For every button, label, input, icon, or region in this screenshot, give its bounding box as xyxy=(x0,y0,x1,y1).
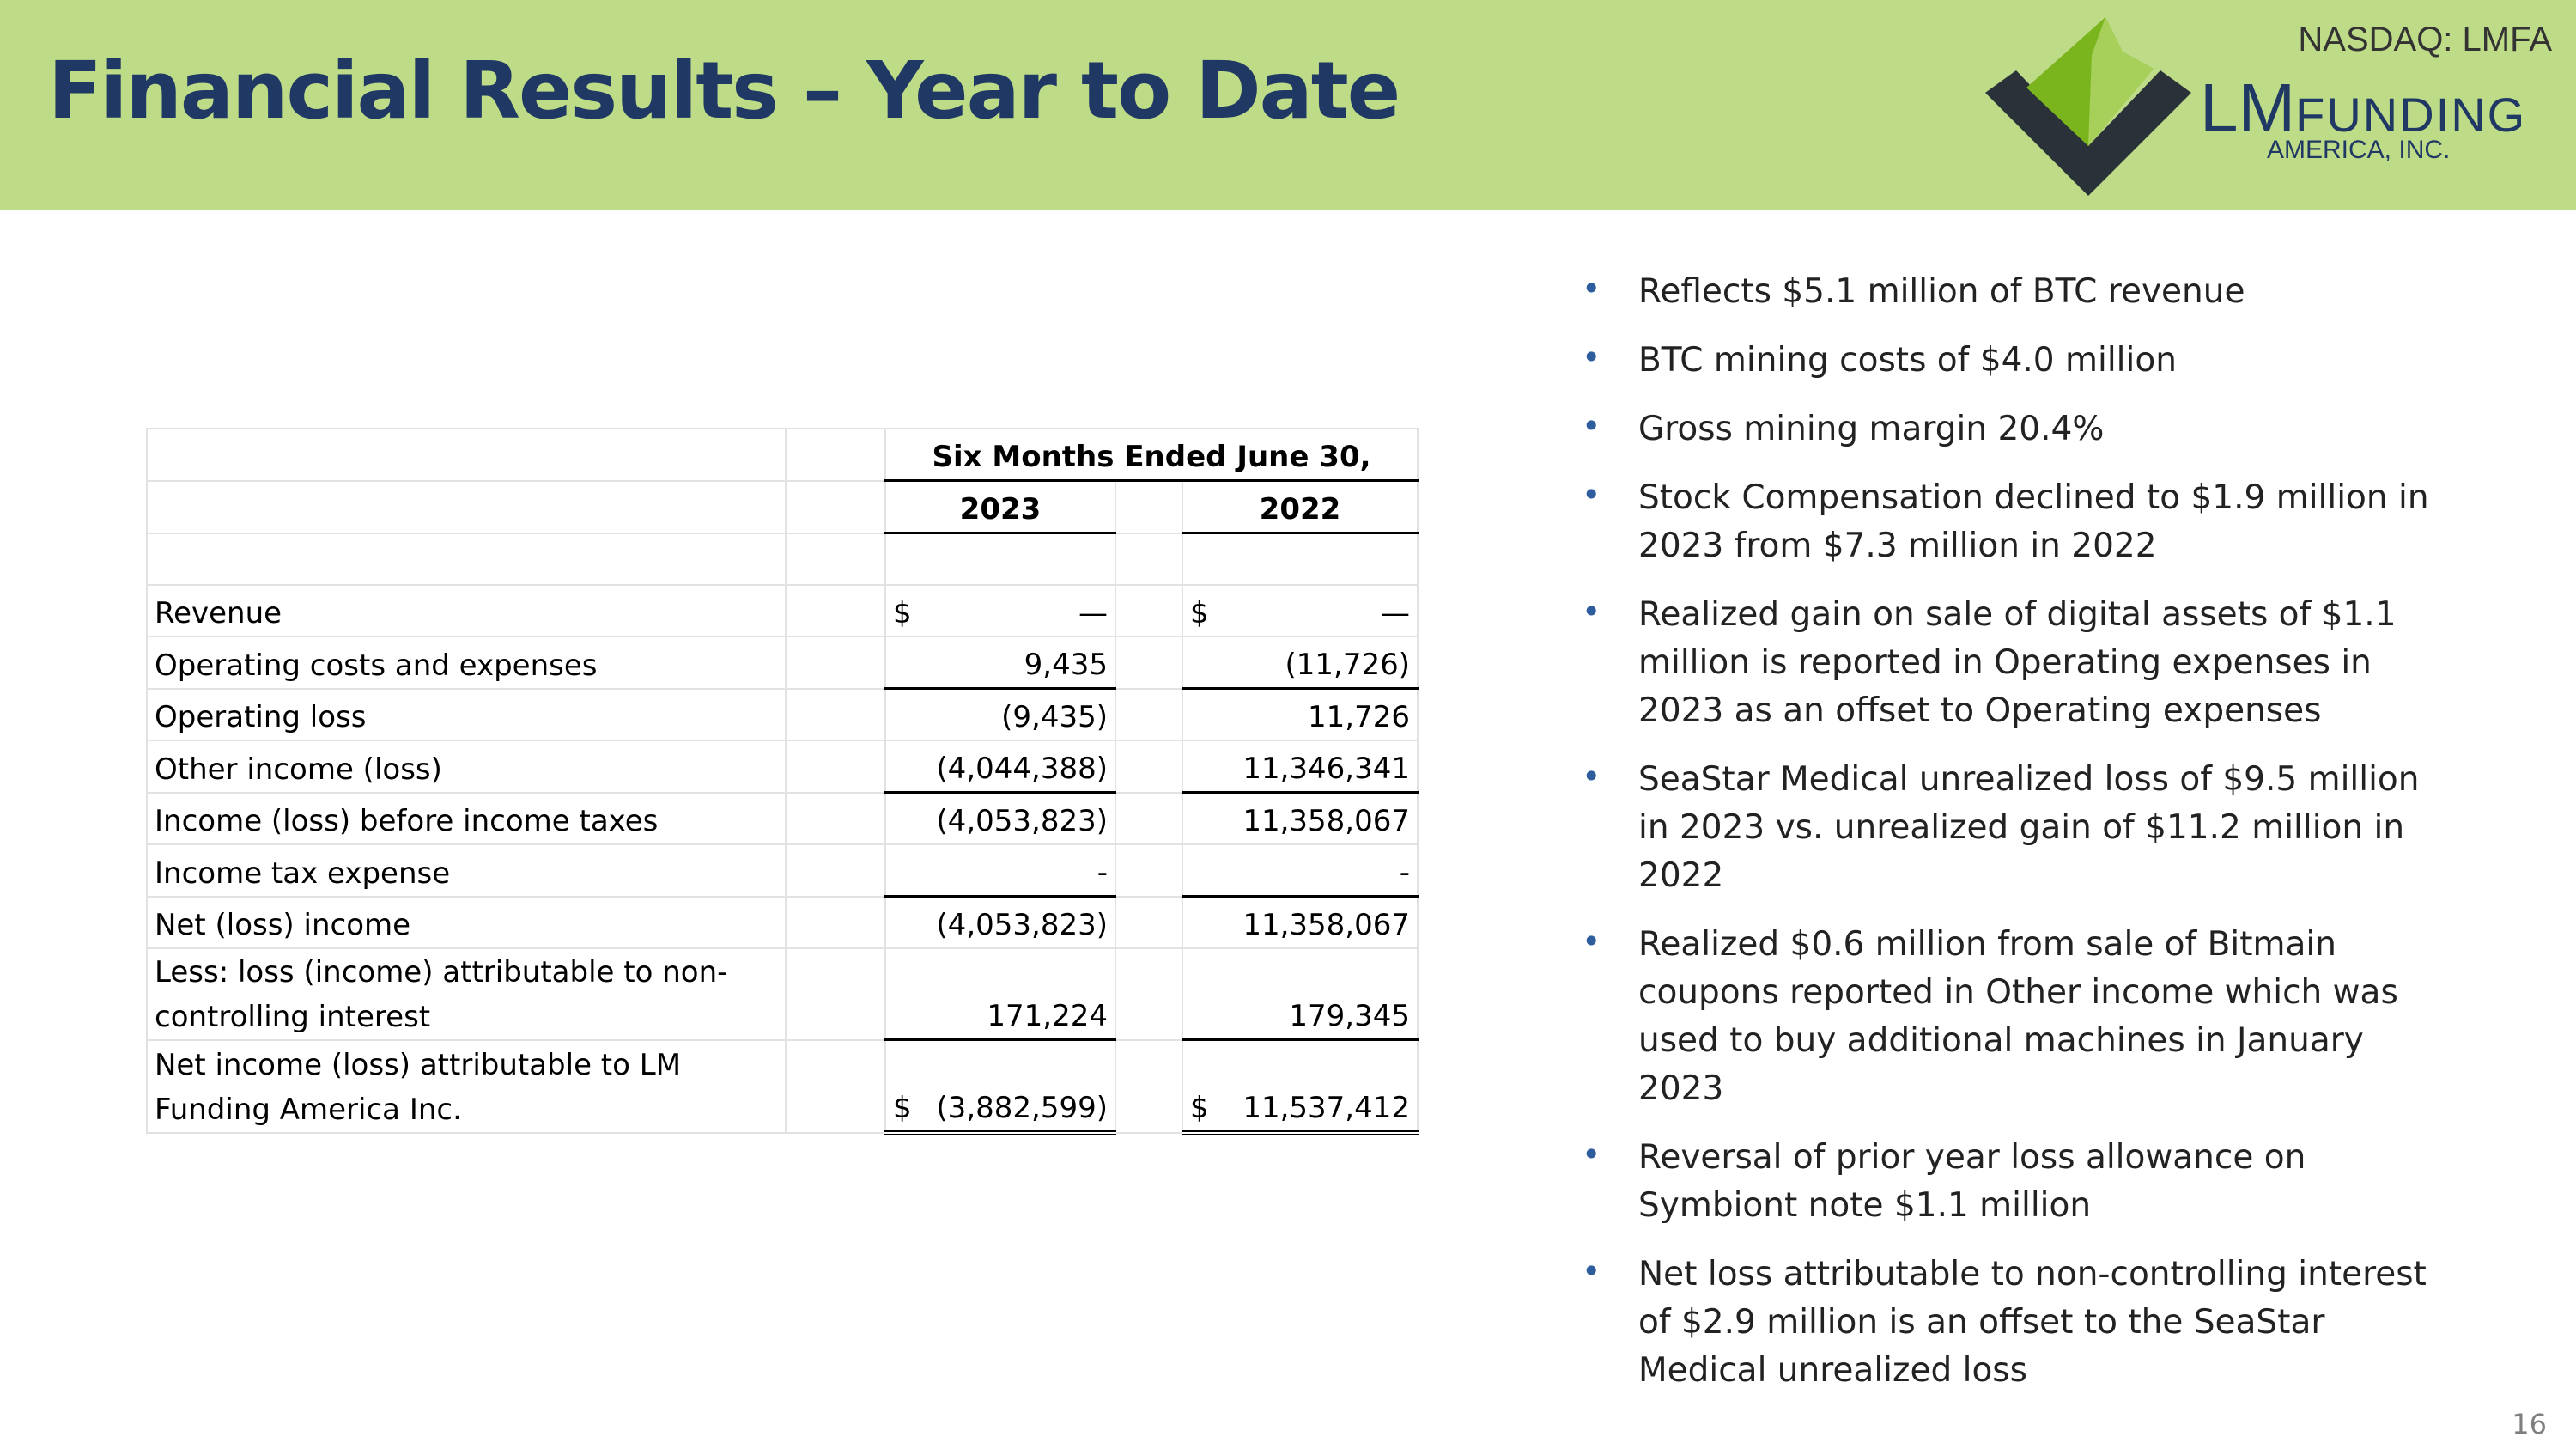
table-row: Less: loss (income) attributable to non-controlling interest 171,224 179,345 xyxy=(147,948,1418,1040)
ticker-label: NASDAQ: LMFA xyxy=(2298,21,2552,58)
header-band xyxy=(0,0,2576,210)
lm-funding-logo-icon xyxy=(1985,17,2191,198)
bullet-item: • Reflects $5.1 million of BTC revenue xyxy=(1582,268,2458,316)
bullet-item: • SeaStar Medical unrealized loss of $9.5 million in 2023 vs. unrealized gain of $11.2 million in 2022 xyxy=(1582,756,2458,900)
logo-wordmark: LMFUNDING xyxy=(2200,70,2527,146)
period-header: Six Months Ended June 30, xyxy=(885,429,1418,481)
bullet-item: • Reversal of prior year loss allowance on Symbiont note $1.1 million xyxy=(1582,1134,2458,1230)
page-number: 16 xyxy=(2512,1408,2547,1440)
year-2023-header: 2023 xyxy=(885,481,1115,533)
bullet-item: • Realized gain on sale of digital assets of $1.1 million is reported in Operating expenses in 2023 as an offset to Operating expenses xyxy=(1582,591,2458,735)
year-2022-header: 2022 xyxy=(1182,481,1418,533)
table-header-row xyxy=(147,429,1418,481)
bullet-item: • Stock Compensation declined to $1.9 million in 2023 from $7.3 million in 2022 xyxy=(1582,474,2458,570)
table-row: Income tax expense - - xyxy=(147,844,1418,897)
page-title: Financial Results – Year to Date xyxy=(48,45,1400,137)
logo-subtitle: AMERICA, INC. xyxy=(2267,136,2451,164)
table-row: Income (loss) before income taxes (4,053,823) 11,358,067 xyxy=(147,793,1418,845)
financial-results-table xyxy=(146,428,1419,1135)
table-row: Operating loss (9,435) 11,726 xyxy=(147,689,1418,741)
bullet-item: • Gross mining margin 20.4% xyxy=(1582,405,2458,454)
table-row: Net (loss) income (4,053,823) 11,358,067 xyxy=(147,897,1418,949)
table-spacer-row xyxy=(147,533,1418,586)
table-year-row xyxy=(147,481,1418,533)
commentary-bullets xyxy=(1582,268,2458,1416)
table-row: Operating costs and expenses 9,435 (11,726) xyxy=(147,636,1418,689)
bullet-item: • BTC mining costs of $4.0 million xyxy=(1582,337,2458,385)
table-row: Other income (loss) (4,044,388) 11,346,341 xyxy=(147,740,1418,793)
table-row: Net income (loss) attributable to LM Funding America Inc. $ (3,882,599) $ 11,537,412 xyxy=(147,1040,1418,1134)
table-row: Revenue $ — $ — xyxy=(147,585,1418,636)
bullet-item: • Net loss attributable to non-controlling interest of $2.9 million is an offset to the SeaStar Medical unrealized loss xyxy=(1582,1251,2458,1395)
bullet-item: • Realized $0.6 million from sale of Bitmain coupons reported in Other income which was used to buy additional machines in January 2023 xyxy=(1582,921,2458,1113)
